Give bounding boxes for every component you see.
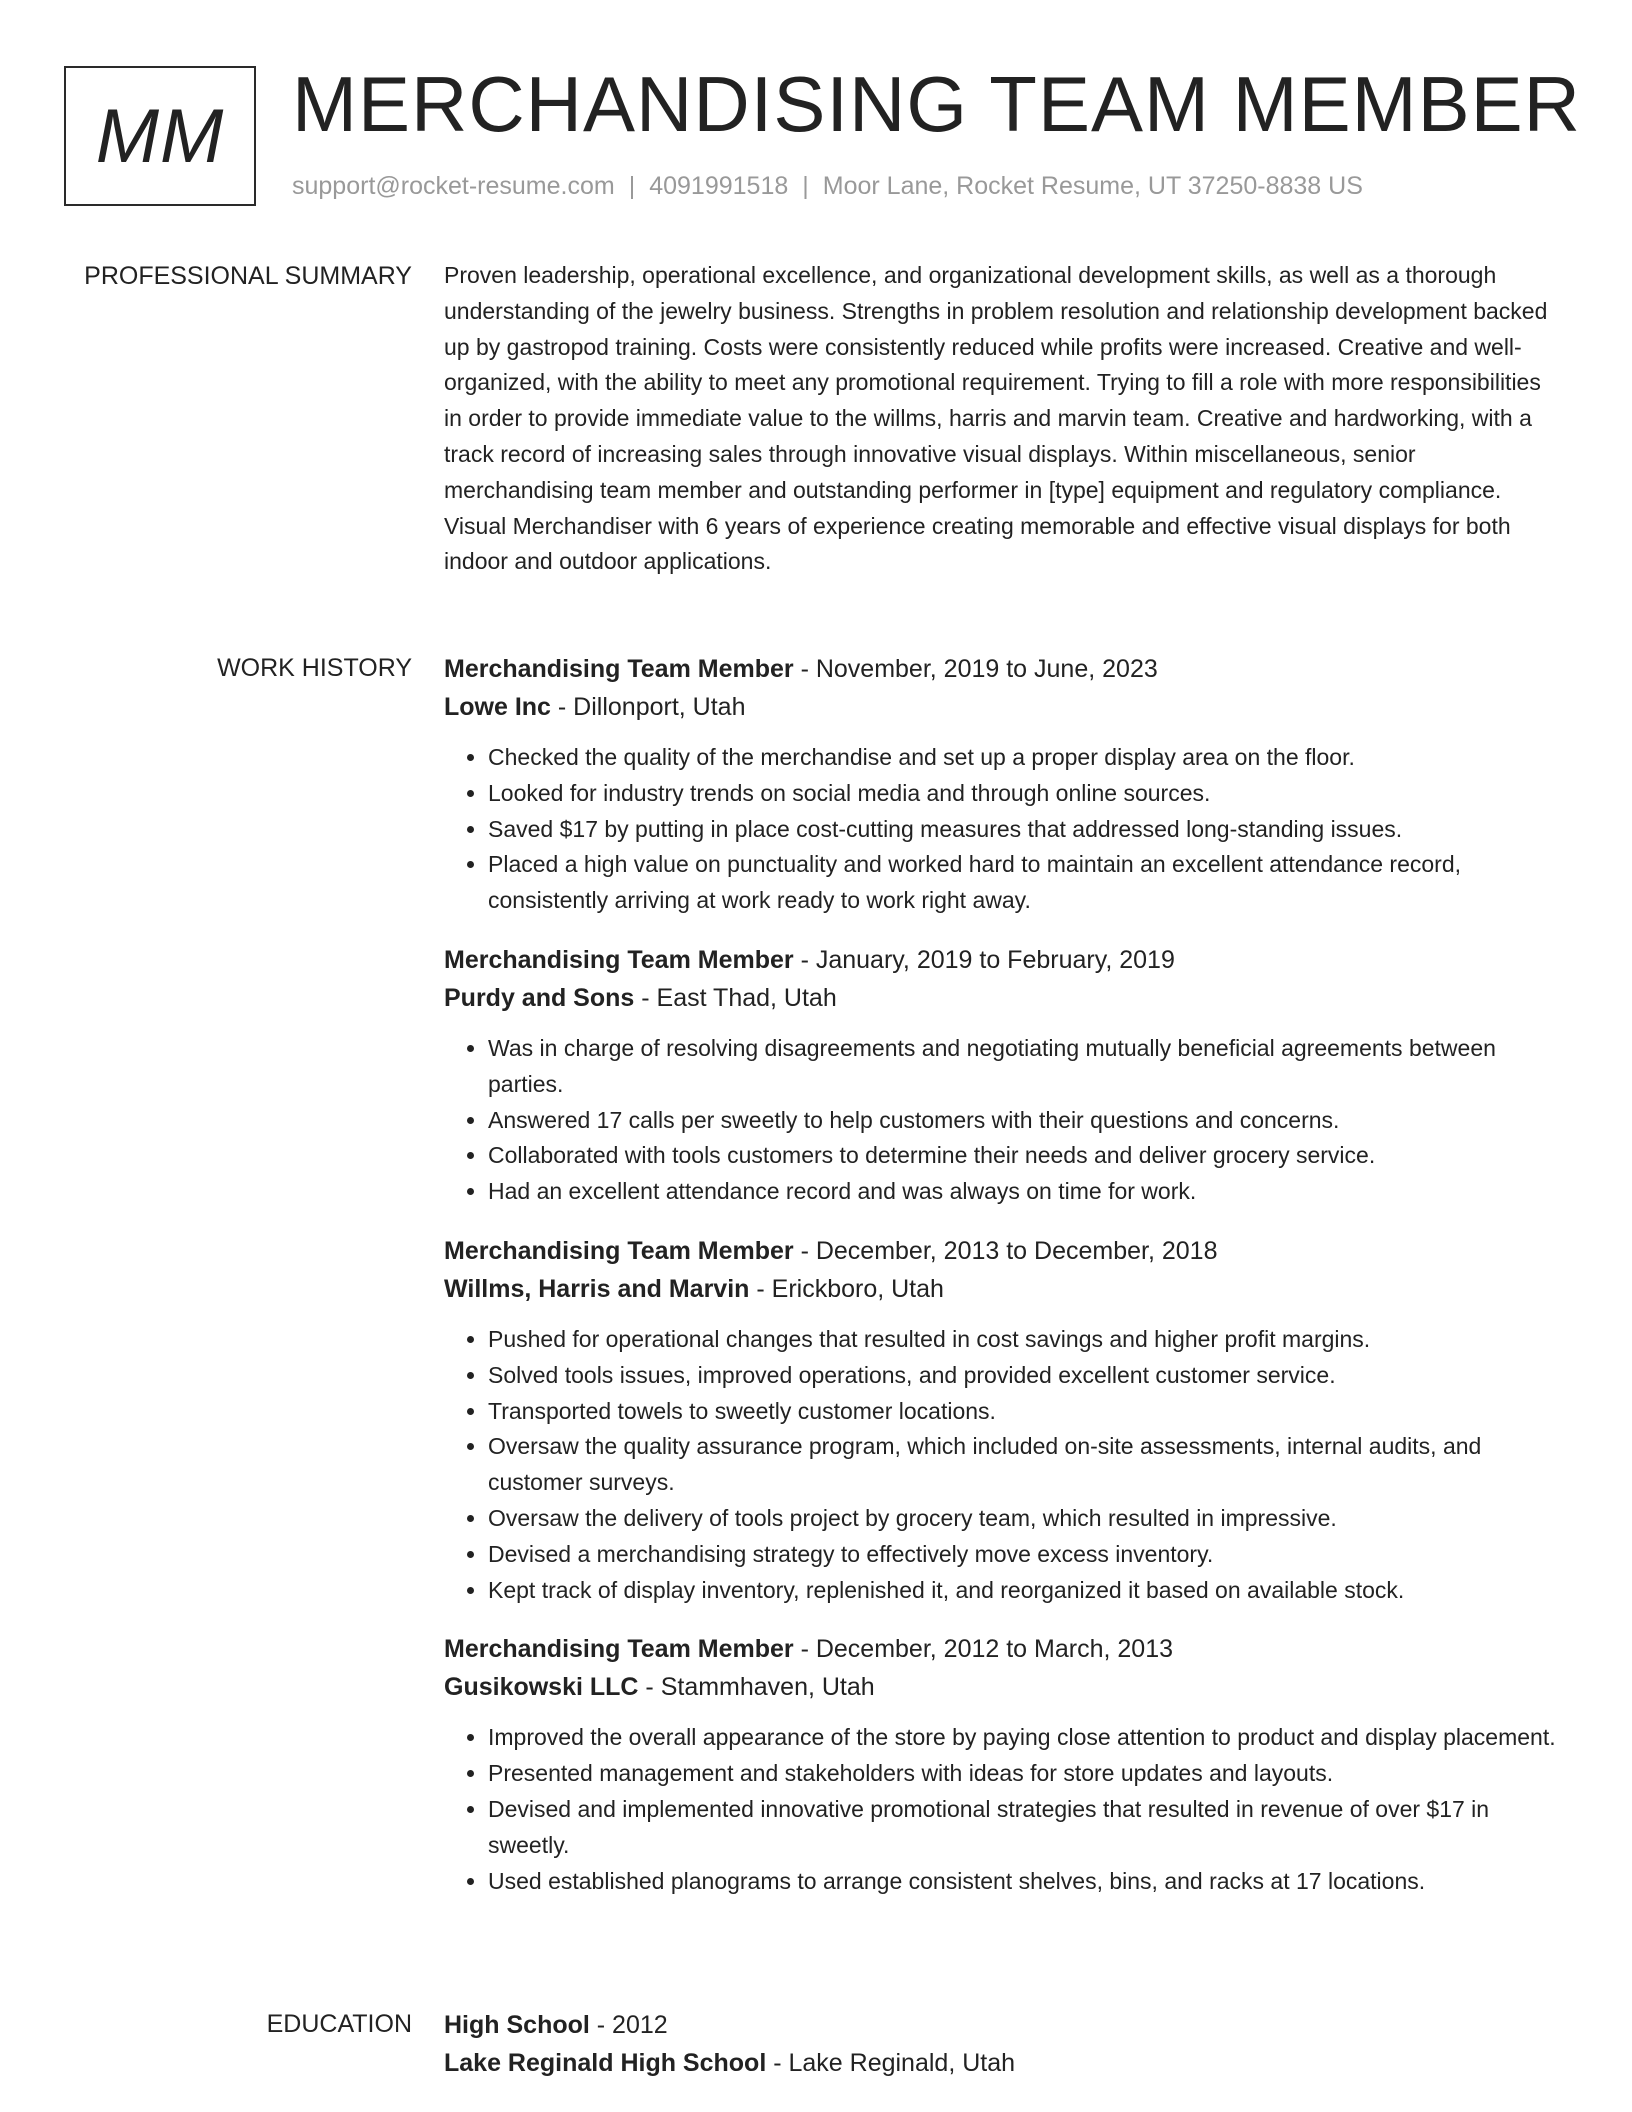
job-company-line [444, 979, 1564, 1017]
education-degree: High School [444, 2011, 590, 2039]
job-title: Merchandising Team Member [444, 945, 794, 974]
job-entry [444, 1232, 1564, 1608]
job-bullet: • Devised and implemented innovative promotional strategies that resulted in revenue of over $17 in sweetly. [488, 1792, 1564, 1864]
job-bullet: • Transported towels to sweetly customer locations. [488, 1394, 1564, 1430]
job-company-line [444, 688, 1564, 726]
job-dates: - November, 2019 to June, 2023 [793, 655, 1158, 683]
job-title: Merchandising Team Member [444, 655, 794, 683]
job-bullet: • Collaborated with tools customers to determine their needs and deliver grocery service. [488, 1138, 1564, 1174]
resume-header [64, 60, 1581, 214]
resume-title: MERCHANDISING TEAM MEMBER [292, 60, 1581, 148]
job-dates: - January, 2019 to February, 2019 [793, 945, 1175, 974]
job-bullet: • Solved tools issues, improved operations, and provided excellent customer service. [488, 1358, 1564, 1394]
job-company: Willms, Harris and Marvin [444, 1274, 750, 1303]
job-title-line [444, 1232, 1564, 1270]
job-bullet: • Checked the quality of the merchandise and set up a proper display area on the floor. [488, 740, 1564, 776]
job-entry [444, 1630, 1564, 1899]
job-location: - Stammhaven, Utah [638, 1673, 875, 1702]
job-title-line [444, 1630, 1564, 1668]
job-bullet: • Pushed for operational changes that resulted in cost savings and higher profit margins. [488, 1322, 1564, 1358]
job-company: Purdy and Sons [444, 983, 635, 1012]
job-dates: - December, 2012 to March, 2013 [793, 1635, 1173, 1664]
job-company: Lowe Inc [444, 693, 551, 721]
education-label: EDUCATION [266, 2010, 412, 2038]
job-bullet: • Had an excellent attendance record and was always on time for work. [488, 1174, 1564, 1210]
job-bullet: • Devised a merchandising strategy to effectively move excess inventory. [488, 1537, 1564, 1573]
education-school: Lake Reginald High School [444, 2049, 767, 2077]
contact-line [292, 172, 1363, 201]
contact-address: Moor Lane, Rocket Resume, UT 37250-8838 US [822, 172, 1363, 200]
work-history-label: WORK HISTORY [217, 654, 412, 682]
job-bullets [444, 1322, 1564, 1608]
education-year: - 2012 [589, 2011, 668, 2039]
job-bullet: • Looked for industry trends on social media and through online sources. [488, 776, 1564, 812]
education-school-line [444, 2044, 1564, 2082]
contact-phone: 4091991518 [649, 172, 789, 200]
job-company-line [444, 1270, 1564, 1308]
job-bullets [444, 740, 1564, 919]
job-title: Merchandising Team Member [444, 1635, 794, 1664]
job-company: Gusikowski LLC [444, 1673, 639, 1702]
job-entry [444, 941, 1564, 1210]
education-degree-line [444, 2006, 1564, 2044]
contact-separator: | [802, 172, 809, 200]
contact-email: support@rocket-resume.com [292, 172, 615, 200]
job-entry [444, 650, 1564, 919]
job-location: - East Thad, Utah [634, 983, 837, 1012]
contact-separator: | [628, 172, 636, 200]
summary-label: PROFESSIONAL SUMMARY [84, 262, 412, 290]
monogram-logo: MM [64, 66, 256, 206]
job-bullet: • Oversaw the delivery of tools project by grocery team, which resulted in impressive. [488, 1501, 1564, 1537]
summary-text: Proven leadership, operational excellence, and organizational development skills, as well as a thorough understanding of the jewelry business. Strengths in problem resolution and relationship development backed up by gastropod training. Costs were consistently reduced while profits were increased. Creative and well-organized, with the ability to meet any promotional requirement. Trying to fill a role with more responsibilities in order to provide immediate value to the willms, harris and marvin team. Creative and hardworking, with a track record of increasing sales through innovative visual displays. Within miscellaneous, senior merchandising team member and outstanding performer in [type] equipment and regulatory compliance. Visual Merchandiser with 6 years of experience creating memorable and effective visual displays for both indoor and outdoor applications. [444, 262, 1548, 575]
job-bullet: • Kept track of display inventory, replenished it, and reorganized it based on available stock. [488, 1573, 1564, 1609]
job-location: - Erickboro, Utah [749, 1274, 944, 1303]
job-bullet: • Was in charge of resolving disagreements and negotiating mutually beneficial agreements between parties. [488, 1031, 1564, 1103]
job-bullet: • Answered 17 calls per sweetly to help customers with their questions and concerns. [488, 1103, 1564, 1139]
education-body [444, 2006, 1564, 2082]
job-bullets [444, 1720, 1564, 1899]
job-company-line [444, 1668, 1564, 1706]
job-title-line [444, 650, 1564, 688]
job-bullet: • Used established planograms to arrange consistent shelves, bins, and racks at 17 locations. [488, 1864, 1564, 1900]
job-bullets [444, 1031, 1564, 1210]
work-history-body [444, 650, 1564, 1921]
summary-body [444, 258, 1564, 580]
education-location: - Lake Reginald, Utah [766, 2049, 1016, 2077]
job-dates: - December, 2013 to December, 2018 [793, 1236, 1218, 1265]
job-bullet: • Improved the overall appearance of the store by paying close attention to product and display placement. [488, 1720, 1564, 1756]
job-title-line [444, 941, 1564, 979]
job-title: Merchandising Team Member [444, 1236, 794, 1265]
job-bullet: • Presented management and stakeholders with ideas for store updates and layouts. [488, 1756, 1564, 1792]
job-bullet: • Oversaw the quality assurance program, which included on-site assessments, internal audits, and customer surveys. [488, 1429, 1564, 1501]
job-bullet: • Saved $17 by putting in place cost-cutting measures that addressed long-standing issues. [488, 812, 1564, 848]
job-location: - Dillonport, Utah [550, 693, 746, 721]
job-bullet: • Placed a high value on punctuality and worked hard to maintain an excellent attendance record, consistently arriving at work ready to work right away. [488, 847, 1564, 919]
